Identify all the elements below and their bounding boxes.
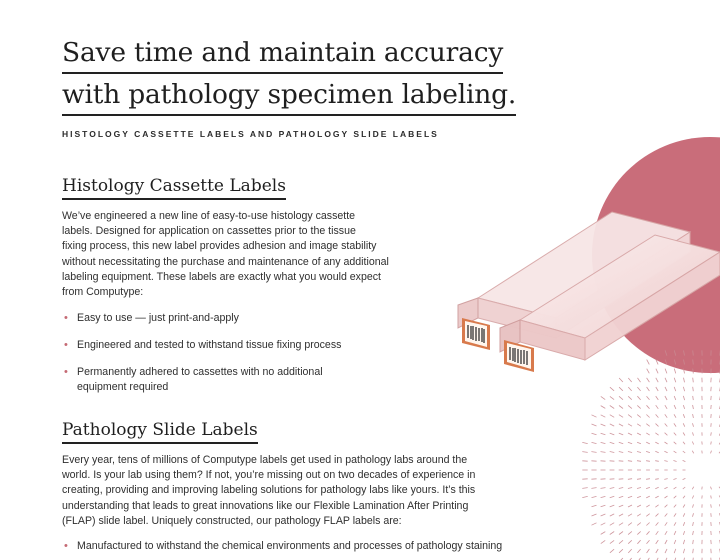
pattern-dash	[647, 369, 650, 374]
pattern-dash	[619, 387, 623, 391]
pattern-dash	[674, 496, 677, 498]
pattern-dash	[674, 414, 676, 417]
pattern-dash	[628, 378, 631, 382]
pattern-dash	[656, 387, 658, 391]
pattern-dash	[674, 513, 676, 516]
pattern-dash	[592, 442, 597, 443]
pattern-dash	[637, 461, 641, 462]
pattern-dash	[665, 405, 667, 409]
pattern-dash	[692, 451, 694, 454]
pattern-dash	[637, 396, 640, 400]
pattern-dash	[637, 415, 641, 418]
paragraph-line: without necessitating the purchase and maintenance of any additional	[62, 255, 389, 268]
pattern-dash	[665, 424, 668, 427]
pattern-dash	[610, 396, 614, 399]
pattern-dash	[628, 442, 632, 443]
pattern-dash	[693, 504, 694, 507]
pattern-dash	[646, 451, 650, 452]
pattern-dash	[711, 487, 712, 490]
pattern-dash	[619, 433, 623, 435]
pattern-dash	[628, 540, 632, 543]
pattern-dash	[582, 452, 587, 453]
pattern-dash	[628, 549, 631, 553]
pattern-dash	[693, 378, 694, 383]
pattern-dash	[610, 505, 615, 507]
pattern-dash	[619, 442, 623, 443]
pattern-dash	[711, 442, 712, 445]
pattern-dash	[656, 540, 659, 544]
pattern-dash	[656, 522, 659, 525]
pattern-dash	[610, 442, 615, 443]
pattern-dash	[683, 405, 684, 409]
list-item	[62, 311, 362, 326]
pattern-dash	[610, 496, 615, 497]
pattern-dash	[592, 505, 597, 507]
pattern-dash	[683, 505, 685, 508]
pattern-dash	[693, 549, 694, 553]
pattern-dash	[674, 522, 676, 525]
paragraph-line: We’ve engineered a new line of easy-to-use histology cassette	[62, 210, 356, 222]
pattern-dash	[674, 378, 676, 383]
pattern-dash	[683, 513, 685, 516]
pattern-dash	[628, 461, 632, 462]
pattern-dash	[656, 424, 659, 427]
pattern-dash	[646, 479, 650, 480]
pattern-dash	[601, 540, 605, 543]
pattern-dash	[665, 549, 667, 553]
pattern-dash	[592, 514, 597, 516]
pattern-dash	[601, 433, 606, 435]
pattern-dash	[647, 531, 650, 534]
pattern-dash	[628, 523, 632, 526]
pattern-dash	[665, 433, 668, 436]
pattern-dash	[683, 442, 685, 445]
pattern-dash	[637, 424, 641, 426]
pattern-dash	[683, 433, 685, 436]
pattern-dash	[619, 532, 623, 535]
pattern-dash	[601, 415, 606, 417]
pattern-dash	[693, 513, 694, 516]
pattern-dash	[683, 496, 685, 499]
pattern-dash	[693, 540, 694, 544]
paragraph-line: fixing process, this new label provides adhesion and image stability	[62, 240, 377, 253]
pattern-dash	[610, 523, 614, 526]
pattern-dash	[655, 461, 659, 462]
pattern-dash	[619, 540, 623, 543]
pattern-dash	[665, 540, 667, 544]
bullet-list-pathology	[62, 539, 542, 560]
pattern-dash	[674, 442, 677, 444]
pattern-dash	[637, 549, 640, 553]
pattern-dash	[601, 424, 606, 426]
pattern-dash	[656, 369, 658, 374]
bullet-icon: •	[64, 312, 68, 324]
pattern-dash	[628, 387, 631, 391]
pattern-dash	[619, 424, 623, 426]
pattern-dash	[601, 406, 606, 409]
pattern-dash	[610, 433, 615, 435]
pattern-dash	[628, 405, 632, 408]
pattern-dash	[601, 496, 606, 497]
pattern-dash	[664, 487, 667, 488]
pattern-dash	[637, 488, 641, 489]
pattern-dash	[693, 414, 694, 418]
paragraph-line: labeling equipment. These labels are exactly what you would expect	[62, 270, 381, 283]
pattern-dash	[683, 387, 684, 391]
pattern-dash	[674, 387, 676, 391]
pattern-dash	[638, 378, 641, 382]
bullet-icon: •	[64, 540, 68, 552]
pattern-dash	[655, 433, 658, 435]
pattern-dash	[601, 396, 605, 399]
pattern-dash	[610, 540, 614, 543]
pattern-dash	[646, 415, 649, 418]
pattern-dash	[592, 415, 597, 417]
pattern-dash	[628, 514, 632, 516]
pattern-dash	[665, 396, 667, 400]
pattern-dash	[647, 360, 650, 365]
pattern-dash	[674, 540, 676, 544]
list-item-text: equipment required	[77, 381, 169, 393]
headline	[62, 38, 532, 122]
pattern-dash	[683, 423, 685, 426]
section-title-pathology: Pathology Slide Labels	[62, 420, 258, 444]
pattern-dash	[693, 531, 694, 535]
section-paragraph-pathology	[62, 453, 542, 529]
pattern-dash	[656, 396, 659, 400]
pattern-dash	[637, 442, 641, 444]
pattern-dash	[665, 514, 668, 517]
pattern-dash	[628, 396, 632, 399]
pattern-dash	[637, 514, 641, 516]
pattern-dash	[665, 414, 667, 417]
pattern-dash	[711, 496, 712, 499]
pattern-dash	[647, 540, 650, 544]
pattern-dash	[674, 505, 676, 508]
section-title-histology: Histology Cassette Labels	[62, 176, 286, 200]
pattern-dash	[693, 396, 694, 400]
list-item-text: Permanently adhered to cassettes with no additional	[77, 366, 323, 378]
pattern-dash	[637, 387, 640, 391]
list-item	[62, 338, 362, 353]
pattern-dash	[619, 396, 623, 399]
pattern-dash	[674, 396, 676, 400]
paragraph-line: (FLAP) slide label. Uniquely constructed, our pathology FLAP labels are:	[62, 514, 402, 527]
pattern-dash	[683, 540, 684, 544]
pattern-dash	[646, 523, 649, 526]
pattern-dash	[646, 487, 650, 488]
pattern-dash	[637, 479, 641, 480]
pattern-dash	[628, 496, 632, 497]
pattern-dash	[683, 478, 686, 479]
pattern-dash	[610, 452, 615, 453]
pattern-dash	[619, 406, 623, 409]
pattern-dash	[591, 452, 596, 453]
pattern-dash	[655, 451, 658, 452]
section-paragraph-histology	[62, 209, 417, 300]
pattern-dash	[582, 488, 587, 489]
list-item	[62, 365, 362, 395]
pattern-dash	[674, 405, 676, 409]
paragraph-line: creating, providing and improving labeling solutions for pathology labs like yours. It’s this	[62, 484, 476, 497]
pattern-dash	[683, 531, 684, 535]
pattern-dash	[601, 523, 606, 525]
pattern-dash	[693, 522, 694, 526]
pattern-dash	[619, 496, 623, 497]
pattern-dash	[693, 423, 694, 426]
paragraph-line: from Computype:	[62, 286, 144, 299]
subtitle: HISTOLOGY CASSETTE LABELS AND PATHOLOGY SLIDE LABELS	[62, 129, 439, 139]
pattern-dash	[693, 405, 694, 409]
pattern-dash	[637, 405, 640, 408]
pattern-dash	[619, 549, 623, 553]
pattern-dash	[647, 549, 650, 553]
pattern-dash	[692, 442, 693, 445]
list-item-text: Engineered and tested to withstand tissue fixing process	[77, 339, 342, 351]
pattern-dash	[610, 406, 614, 409]
pattern-dash	[655, 487, 658, 488]
pattern-dash	[674, 369, 675, 374]
pattern-dash	[628, 424, 632, 426]
pattern-dash	[646, 442, 650, 444]
pattern-dash	[591, 488, 596, 489]
list-item-text: Manufactured to withstand the chemical environments and processes of pathology staining	[77, 540, 503, 552]
pattern-dash	[655, 496, 658, 498]
pattern-dash	[673, 461, 676, 462]
pattern-dash	[674, 531, 676, 535]
pattern-dash	[610, 415, 614, 418]
pattern-dash	[683, 460, 686, 461]
paragraph-line: world. Is your lab using them? If not, you’re missing out on two decades of experience in	[62, 469, 476, 482]
pattern-dash	[665, 505, 668, 508]
pattern-dash	[646, 461, 650, 462]
paragraph-line: labels. Designed for application on cassettes prior to the tissue	[62, 225, 356, 238]
pattern-dash	[656, 378, 658, 382]
pattern-dash	[637, 531, 640, 534]
pattern-dash	[592, 424, 597, 426]
pattern-dash	[665, 378, 667, 382]
pattern-dash	[628, 452, 632, 453]
pattern-dash	[655, 442, 658, 444]
pattern-dash	[610, 488, 615, 489]
pattern-dash	[674, 451, 677, 453]
pattern-dash	[683, 396, 684, 400]
pattern-dash	[646, 433, 649, 435]
pattern-dash	[683, 451, 685, 453]
headline-line-2: with pathology specimen labeling.	[62, 80, 516, 116]
pattern-dash	[610, 424, 614, 426]
pattern-dash	[664, 479, 667, 480]
pattern-dash	[619, 415, 623, 418]
pattern-dash	[655, 479, 659, 480]
pattern-dash	[646, 424, 649, 427]
paragraph-line: Every year, tens of millions of Computype labels get used in pathology labs around the	[62, 454, 468, 466]
pattern-dash	[656, 414, 659, 417]
pattern-dash	[693, 387, 694, 391]
pattern-dash	[619, 378, 623, 382]
pattern-dash	[692, 487, 694, 490]
pattern-dash	[656, 549, 658, 553]
pattern-dash	[665, 369, 667, 374]
pattern-dash	[637, 496, 641, 498]
pattern-dash	[628, 488, 632, 489]
pattern-dash	[628, 479, 632, 480]
pattern-dash	[665, 531, 667, 535]
pattern-dash	[674, 487, 677, 489]
pattern-dash	[647, 387, 650, 391]
pattern-dash	[601, 452, 606, 453]
pattern-dash	[619, 514, 623, 516]
pattern-dash	[664, 461, 667, 462]
pattern-dash	[601, 532, 606, 535]
pattern-dash	[646, 514, 649, 517]
pattern-dash	[601, 488, 606, 489]
headline-line-1: Save time and maintain accuracy	[62, 38, 503, 74]
pattern-dash	[628, 415, 632, 418]
pattern-dash	[711, 504, 712, 507]
bullet-icon: •	[64, 339, 68, 351]
pattern-dash	[601, 505, 606, 507]
pattern-dash	[683, 549, 684, 553]
pattern-dash	[693, 432, 694, 435]
pattern-dash	[692, 496, 693, 499]
pattern-dash	[619, 452, 623, 453]
pattern-dash	[656, 405, 659, 409]
pattern-dash	[674, 433, 676, 436]
pattern-dash	[637, 523, 641, 526]
pattern-dash	[592, 523, 597, 525]
pattern-dash	[592, 496, 597, 497]
pattern-dash	[683, 522, 684, 526]
pattern-dash	[655, 505, 658, 507]
pattern-dash	[628, 531, 632, 534]
list-item-text: Easy to use — just print-and-apply	[77, 312, 239, 324]
pattern-dash	[647, 396, 650, 400]
pattern-dash	[647, 405, 650, 408]
pattern-dash	[628, 433, 632, 435]
pattern-dash	[610, 532, 614, 535]
pattern-dash	[637, 505, 641, 507]
list-item	[62, 539, 542, 554]
pattern-dash	[683, 414, 684, 418]
pattern-dash	[665, 496, 668, 498]
pattern-dash	[582, 496, 587, 497]
pattern-dash	[674, 423, 676, 426]
pattern-dash	[711, 451, 712, 454]
pattern-dash	[656, 531, 659, 535]
pattern-dash	[619, 505, 623, 507]
pattern-dash	[610, 387, 614, 391]
pattern-dash	[637, 540, 640, 544]
bullet-icon: •	[64, 366, 68, 378]
pattern-dash	[610, 549, 614, 553]
cassette-back-label	[462, 318, 490, 350]
pattern-dash	[619, 523, 623, 526]
pattern-dash	[683, 487, 685, 489]
pattern-dash	[637, 452, 641, 453]
pattern-dash	[684, 378, 685, 383]
pattern-dash	[619, 488, 623, 489]
pattern-dash	[646, 496, 650, 498]
pattern-dash	[646, 505, 649, 507]
pattern-dash	[637, 433, 641, 435]
paragraph-line: understanding that leads to great innovations like our Flexible Lamination After Printing	[62, 499, 469, 512]
pattern-dash	[665, 442, 668, 444]
pattern-dash	[673, 479, 676, 480]
pattern-dash	[610, 514, 614, 516]
pattern-dash	[628, 505, 632, 507]
pattern-dash	[601, 514, 606, 516]
pattern-dash	[582, 442, 587, 443]
pattern-dash	[664, 451, 667, 452]
pattern-dash	[656, 514, 659, 517]
pattern-dash	[665, 387, 667, 391]
pattern-dash	[665, 522, 667, 525]
line-pattern	[582, 350, 720, 560]
pattern-dash	[647, 378, 650, 382]
pattern-dash	[674, 549, 676, 553]
pattern-dash	[601, 442, 606, 443]
pattern-dash	[711, 432, 712, 435]
bullet-list-histology	[62, 311, 362, 407]
pattern-dash	[592, 433, 597, 435]
